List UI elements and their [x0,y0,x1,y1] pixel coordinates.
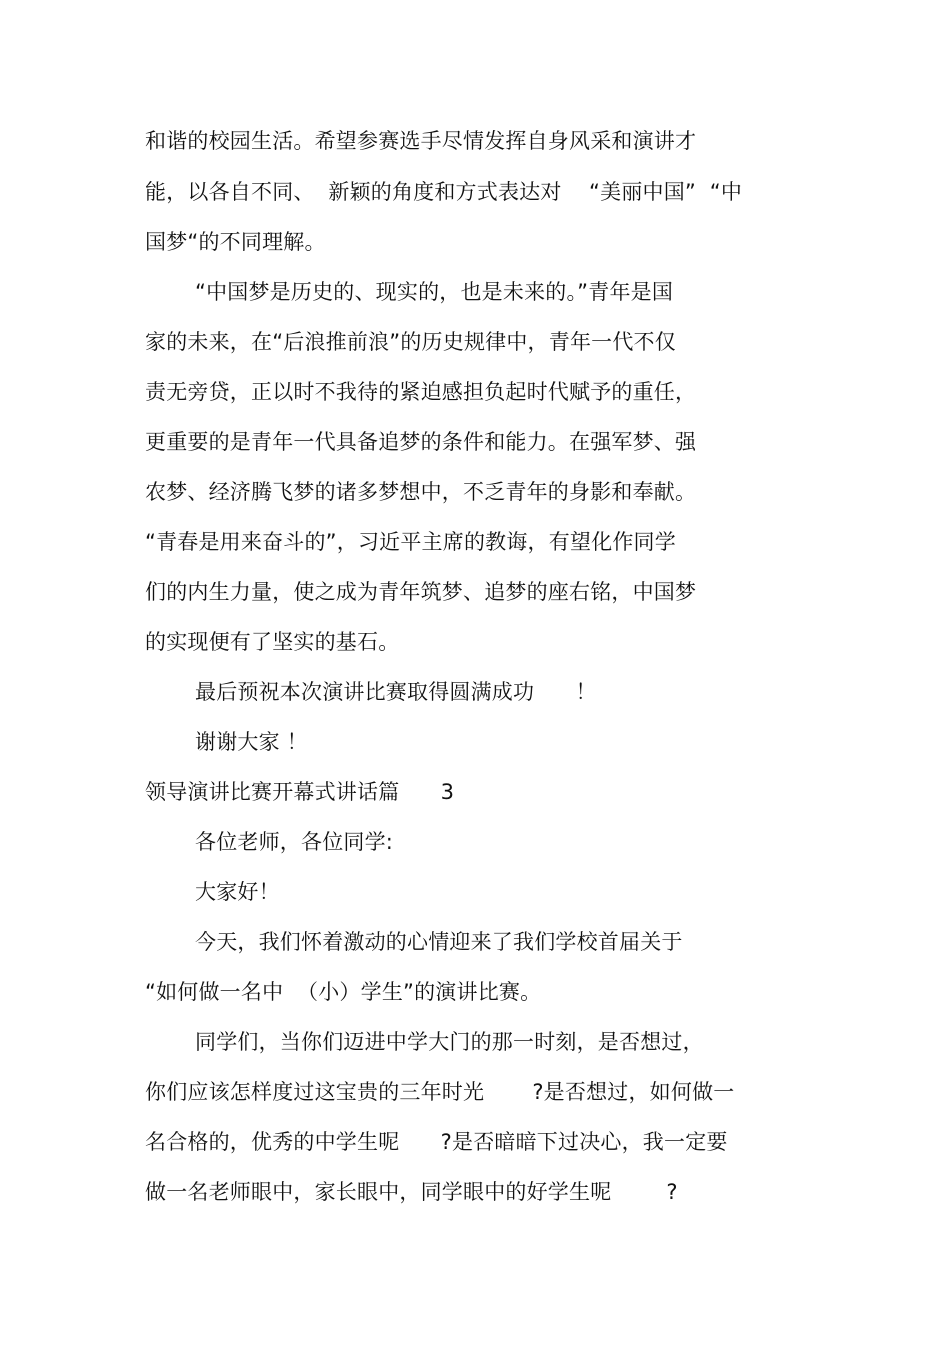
paragraph-line: 谢谢大家 ！ [195,730,308,754]
paragraph-line: 的实现便有了坚实的基石。 [145,630,400,654]
section-heading: 领导演讲比赛开幕式讲话篇 3 [145,780,455,804]
paragraph-line: “青春是用来奋斗的”，习近平主席的教诲，有望化作同学 [145,530,676,554]
paragraph-line: 们的内生力量，使之成为青年筑梦、追梦的座右铭，中国梦 [145,580,697,604]
paragraph-line: 最后预祝本次演讲比赛取得圆满成功 ！ [195,680,597,704]
paragraph-line: 家的未来，在“后浪推前浪”的历史规律中，青年一代不仅 [145,330,676,354]
paragraph-line: 农梦、经济腾飞梦的诸多梦想中，不乏青年的身影和奉献。 [145,480,697,504]
paragraph-line: 责无旁贷，正以时不我待的紧迫感担负起时代赋予的重任， [145,380,697,404]
paragraph-line: “如何做一名中 （小）学生”的演讲比赛。 [145,980,542,1004]
paragraph-line: 各位老师，各位同学: [195,830,394,854]
paragraph-line: 和谐的校园生活。希望参赛选手尽情发挥自身风采和演讲才 [145,129,697,153]
paragraph-line: 大家好！ [195,880,280,904]
paragraph-line: 能，以各自不同、 新颖的角度和方式表达对 “美丽中国” “中 [145,180,743,204]
paragraph-line: 你们应该怎样度过这宝贵的三年时光 ?是否想过，如何做一 [145,1080,735,1104]
paragraph-line: 同学们，当你们迈进中学大门的那一时刻，是否想过， [195,1030,704,1054]
paragraph-line: 做一名老师眼中，家长眼中，同学眼中的好学生呢 ? [145,1180,678,1204]
paragraph-line: 国梦“的不同理解。 [145,230,326,254]
paragraph-line: 更重要的是青年一代具备追梦的条件和能力。在强军梦、强 [145,430,697,454]
paragraph-line: 今天，我们怀着激动的心情迎来了我们学校首届关于 [195,930,683,954]
paragraph-line: “中国梦是历史的、现实的，也是未来的。”青年是国 [195,280,674,304]
paragraph-line: 名合格的，优秀的中学生呢 ?是否暗暗下过决心，我一定要 [145,1130,728,1154]
